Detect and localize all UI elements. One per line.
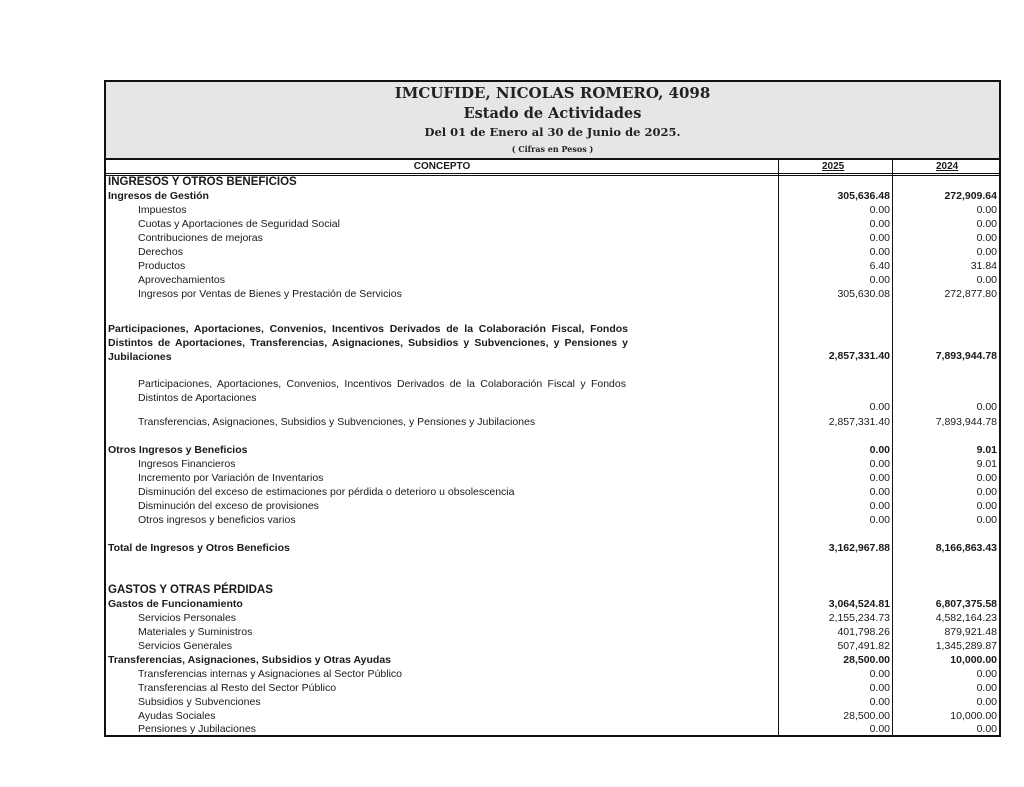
row-label: Otros Ingresos y Beneficios [108,444,248,456]
row-label: Ingresos Financieros [138,458,236,470]
table-row [106,218,999,232]
value-2024: 10,000.00 [950,654,997,666]
value-2025: 0.00 [869,218,890,230]
value-2024: 8,166,863.43 [935,542,997,554]
value-2025: 0.00 [869,723,890,735]
column-header [106,158,999,176]
entity-name: IMCUFIDE, NICOLAS ROMERO, 4098 [394,84,711,102]
row-label: Disminución del exceso de provisiones [138,500,319,512]
row-label: Derechos [138,246,183,258]
row-label: Materiales y Suministros [138,626,253,638]
value-2024: 272,877.80 [944,288,997,300]
table-row [106,514,999,528]
table-row [106,260,999,274]
row-label: Disminución del exceso de estimaciones por pérdida o deterioro u obsolescencia [138,486,515,498]
value-2024: 0.00 [976,204,997,216]
value-2025: 0.00 [869,514,890,526]
table-row [106,500,999,514]
value-2025: 0.00 [869,246,890,258]
value-2024: 0.00 [976,274,997,286]
value-2024: 0.00 [976,246,997,258]
row-label: Transferencias, Asignaciones, Subsidios y Otras Ayudas [108,654,392,666]
value-2025: 0.00 [869,204,890,216]
group-label-participaciones: Participaciones, Aportaciones, Convenios, Incentivos Derivados de la Colaboración Fiscal, Fondos Distintos de Aportaciones, Transferencias, Asignaciones, Subsidios y Subvenciones, y Pensiones y Jubilaciones [108,323,628,363]
value-2024: 0.00 [976,472,997,484]
table-row [106,232,999,246]
value-2024: 9.01 [976,458,997,470]
year-2024-column-header: 2024 [936,161,959,172]
value-2025: 0.00 [869,668,890,680]
row-label: Transferencias, Asignaciones, Subsidios y Subvenciones, y Pensiones y Jubilaciones [138,416,536,428]
expenses-section-label: GASTOS Y OTRAS PÉRDIDAS [108,584,273,596]
table-row [106,416,999,430]
table-row [106,723,999,737]
group-row [106,654,999,668]
report-units: ( Cifras en Pesos ) [511,144,594,154]
value-2024: 31.84 [970,260,997,272]
value-2025: 0.00 [869,682,890,694]
value-2024: 0.00 [976,500,997,512]
row-label: Contribuciones de mejoras [138,232,263,244]
activities-statement [104,80,1001,737]
value-2024: 272,909.64 [944,190,997,202]
row-label: Participaciones, Aportaciones, Convenios, Incentivos Derivados de la Colaboración Fiscal y Fondos Distintos de Aportaciones [138,378,626,404]
section-heading [106,176,999,190]
value-2025: 0.00 [869,696,890,708]
value-2024: 0.00 [976,723,997,735]
table-row [106,612,999,626]
concept-column-header: CONCEPTO [413,161,471,172]
row-label: Servicios Personales [138,612,237,624]
row-label: Servicios Generales [138,640,232,652]
table-row [106,288,999,302]
value-2025: 2,155,234.73 [828,612,890,624]
row-label: Otros ingresos y beneficios varios [138,514,296,526]
value-2025: 6.40 [869,260,890,272]
value-2025: 2,857,331.40 [828,416,890,428]
row-label: Total de Ingresos y Otros Beneficios [108,542,290,554]
value-2025: 2,857,331.40 [828,350,890,362]
row-label: Ingresos por Ventas de Bienes y Prestación de Servicios [138,288,402,300]
row-label: Aprovechamientos [138,274,225,286]
table-row [106,486,999,500]
value-2025: 3,162,967.88 [828,542,890,554]
value-2024: 0.00 [976,514,997,526]
row-label: Impuestos [138,204,187,216]
value-2024: 1,345,289.87 [935,640,997,652]
value-2024: 9.01 [976,444,997,456]
year-2025-column-header: 2025 [822,161,845,172]
value-2024: 4,582,164.23 [935,612,997,624]
table-row [106,246,999,260]
section-heading [106,584,999,598]
row-label: Transferencias internas y Asignaciones al Sector Público [138,668,402,680]
value-2025: 0.00 [869,458,890,470]
row-label: Incremento por Variación de Inventarios [138,472,324,484]
value-2025: 0.00 [869,401,890,413]
table-row [106,274,999,288]
report-period: Del 01 de Enero al 30 de Junio de 2025. [424,125,681,139]
report-title: Estado de Actividades [463,105,642,122]
row-label: Gastos de Funcionamiento [108,598,243,610]
value-2025: 0.00 [869,500,890,512]
report-header [106,82,999,158]
value-2024: 0.00 [976,486,997,498]
value-2025: 305,630.08 [837,288,890,300]
group-row [106,598,999,612]
row-label: Pensiones y Jubilaciones [138,723,256,735]
value-2025: 401,798.26 [837,626,890,638]
value-2024: 879,921.48 [944,626,997,638]
value-2024: 10,000.00 [950,710,997,722]
total-row [106,542,999,556]
value-2024: 7,893,944.78 [935,350,997,362]
value-2024: 0.00 [976,401,997,413]
row-label: Cuotas y Aportaciones de Seguridad Social [138,218,340,230]
value-2025: 0.00 [869,486,890,498]
row-label: Productos [138,260,186,272]
value-2025: 3,064,524.81 [828,598,890,610]
row-label: Ayudas Sociales [138,710,216,722]
income-section-label: INGRESOS Y OTROS BENEFICIOS [108,176,297,188]
table-row [106,640,999,654]
row-label: Subsidios y Subvenciones [138,696,261,708]
value-2025: 0.00 [869,232,890,244]
value-2024: 0.00 [976,218,997,230]
value-2025: 28,500.00 [843,654,890,666]
value-2025: 0.00 [869,274,890,286]
value-2024: 0.00 [976,682,997,694]
table-row [106,458,999,472]
value-2024: 7,893,944.78 [935,416,997,428]
value-2025: 28,500.00 [843,710,890,722]
table-row [106,710,999,724]
value-2024: 6,807,375.58 [935,598,997,610]
value-2024: 0.00 [976,668,997,680]
value-2025: 0.00 [869,472,890,484]
table-row [106,472,999,486]
value-2025: 507,491.82 [837,640,890,652]
group-row [106,190,999,204]
group-row [106,444,999,458]
row-label: Transferencias al Resto del Sector Público [138,682,337,694]
row-label: Ingresos de Gestión [108,190,209,202]
table-row [106,696,999,710]
value-2025: 305,636.48 [837,190,890,202]
table-row [106,204,999,218]
table-row [106,626,999,640]
group-row [106,350,999,364]
value-2024: 0.00 [976,696,997,708]
table-row [106,401,999,415]
value-2024: 0.00 [976,232,997,244]
value-2025: 0.00 [869,444,890,456]
table-row [106,682,999,696]
table-row [106,668,999,682]
